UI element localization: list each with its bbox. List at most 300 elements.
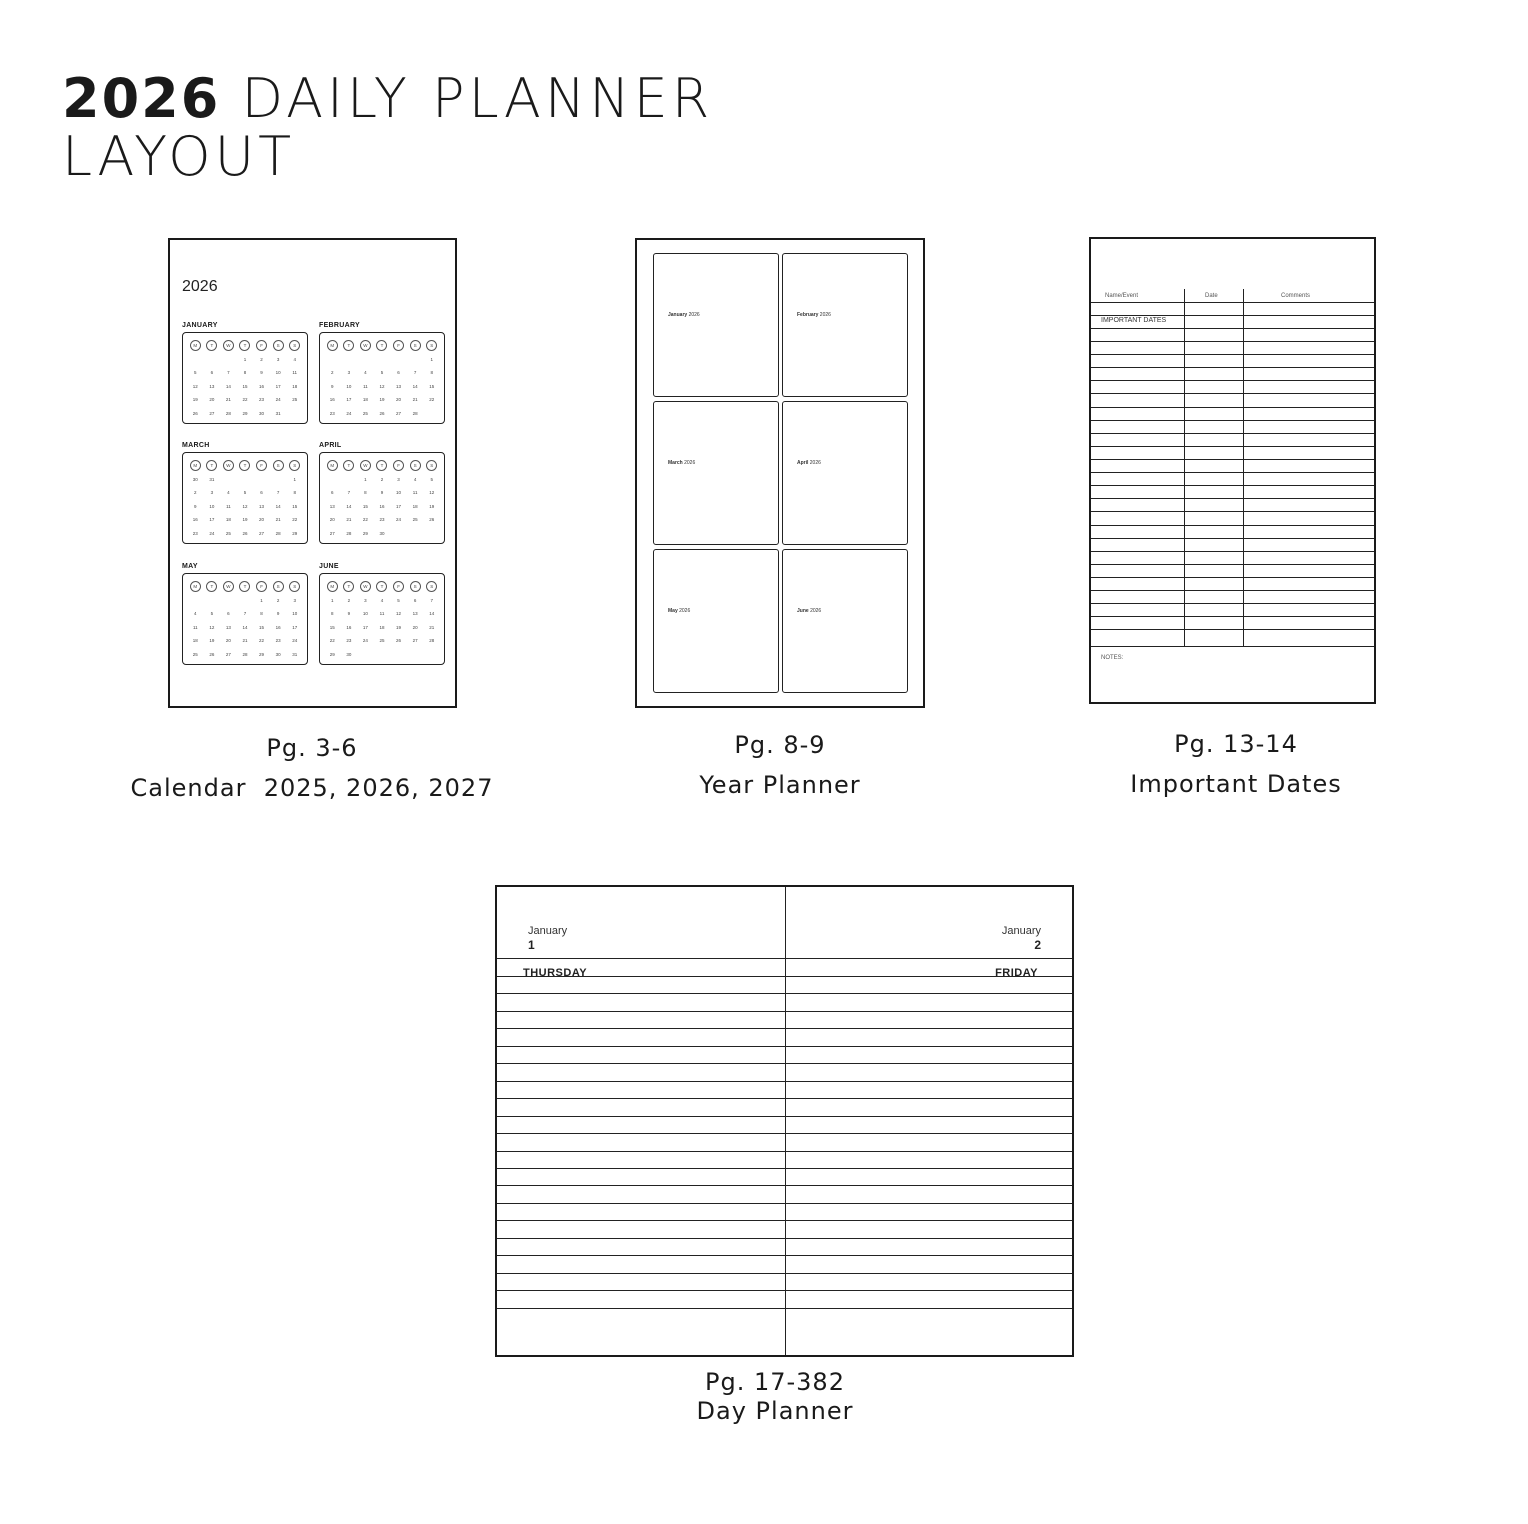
calendar-day: 24 <box>275 397 281 403</box>
calendar-day: 23 <box>329 410 335 416</box>
table-row-line <box>1091 393 1374 394</box>
calendar-day: 7 <box>243 611 247 617</box>
calendar-day: 31 <box>275 410 281 416</box>
calendar-day: 20 <box>329 517 335 523</box>
day-grid <box>187 355 303 418</box>
calendar-caption-pages: Pg. 3-6 <box>266 734 358 762</box>
calendar-day: 29 <box>329 651 335 657</box>
calendar-month-name: JANUARY <box>182 322 218 329</box>
calendar-day: 19 <box>379 397 385 403</box>
calendar-day: 1 <box>331 598 334 603</box>
calendar-day: 15 <box>242 383 248 389</box>
calendar-day: 14 <box>412 383 418 389</box>
weekday-marker: S <box>289 581 300 592</box>
calendar-day: 14 <box>275 503 281 509</box>
day-planner-caption-title: Day Planner <box>696 1397 854 1425</box>
weekday-marker: T <box>206 460 217 471</box>
day-planner-ruled-line <box>497 976 1072 977</box>
calendar-day: 18 <box>292 383 298 389</box>
year-planner-month-label <box>668 608 690 614</box>
weekday-marker: S <box>273 460 284 471</box>
calendar-day: 19 <box>429 503 435 509</box>
column-header-date: Date <box>1205 293 1218 299</box>
calendar-month-name: MAY <box>182 563 198 570</box>
year-planner-page-preview <box>635 238 925 708</box>
calendar-day <box>324 475 341 484</box>
title-year: 2026 <box>62 67 221 130</box>
calendar-day: 24 <box>292 638 298 644</box>
calendar-day: 22 <box>362 517 368 523</box>
table-row-line <box>1091 629 1374 630</box>
calendar-day: 31 <box>209 477 215 482</box>
calendar-day: 16 <box>259 383 265 389</box>
calendar-day: 29 <box>292 530 298 536</box>
right-weekday: FRIDAY <box>995 967 1038 979</box>
weekday-marker: W <box>223 340 234 351</box>
weekday-marker: W <box>360 460 371 471</box>
calendar-day <box>341 355 358 364</box>
calendar-day: 14 <box>242 624 248 630</box>
calendar-day: 8 <box>293 490 296 496</box>
calendar-day: 17 <box>209 517 215 523</box>
calendar-day: 7 <box>413 370 417 376</box>
table-row-line <box>1091 564 1374 565</box>
year-planner-month-name: February <box>797 312 819 318</box>
calendar-day: 13 <box>259 503 265 509</box>
day-grid <box>324 355 440 418</box>
calendar-day <box>187 596 204 605</box>
calendar-day: 22 <box>429 397 435 403</box>
calendar-day: 17 <box>275 383 281 389</box>
calendar-day: 27 <box>396 410 402 416</box>
calendar-caption-title: Calendar 2025, 2026, 2027 <box>130 774 494 802</box>
table-row-line <box>1091 380 1374 381</box>
year-planner-month-box <box>782 253 908 397</box>
weekday-marker: S <box>426 340 437 351</box>
calendar-day: 21 <box>225 397 231 403</box>
calendar-day: 23 <box>379 517 385 523</box>
calendar-day: 11 <box>363 383 368 389</box>
weekday-marker: M <box>327 581 338 592</box>
calendar-day: 27 <box>209 410 215 416</box>
calendar-day: 2 <box>380 477 384 482</box>
calendar-month-grid <box>182 452 308 544</box>
calendar-day: 25 <box>379 638 385 644</box>
year-planner-month-box <box>782 401 908 545</box>
year-planner-month-box <box>653 401 779 545</box>
year-planner-month-box <box>653 549 779 693</box>
calendar-day: 11 <box>292 370 298 376</box>
calendar-day: 18 <box>225 517 231 523</box>
calendar-day: 20 <box>225 638 231 644</box>
calendar-day: 16 <box>379 503 385 509</box>
calendar-day: 15 <box>429 383 435 389</box>
day-planner-ruled-line <box>497 1185 1072 1186</box>
calendar-day: 19 <box>192 397 198 403</box>
calendar-day: 7 <box>227 370 230 376</box>
left-day-month: January <box>528 925 568 937</box>
calendar-day: 16 <box>346 624 352 630</box>
calendar-day: 17 <box>396 503 402 509</box>
calendar-day: 7 <box>276 490 280 496</box>
calendar-day: 18 <box>379 624 385 630</box>
calendar-day: 3 <box>397 477 400 482</box>
title-text: DAILY PLANNER <box>241 67 714 130</box>
year-planner-caption-title: Year Planner <box>699 771 861 799</box>
day-grid <box>324 475 440 538</box>
calendar-day: 1 <box>430 357 433 362</box>
day-planner-ruled-line <box>497 1203 1072 1204</box>
calendar-day: 15 <box>329 624 335 630</box>
calendar-day: 4 <box>227 490 230 496</box>
calendar-day: 9 <box>331 383 334 389</box>
weekday-marker: M <box>327 340 338 351</box>
calendar-day: 8 <box>243 370 247 376</box>
weekday-marker: F <box>393 581 404 592</box>
calendar-day: 3 <box>347 370 351 376</box>
calendar-day: 1 <box>293 477 296 482</box>
calendar-day: 21 <box>429 624 435 630</box>
calendar-day: 24 <box>346 410 352 416</box>
important-dates-caption <box>1076 724 1396 804</box>
weekday-marker: T <box>239 340 250 351</box>
title-line2: LAYOUT <box>62 125 296 188</box>
weekday-marker: M <box>190 460 201 471</box>
table-row-line <box>1091 407 1374 408</box>
day-planner-ruled-line <box>497 1273 1072 1274</box>
calendar-month <box>319 563 445 665</box>
weekday-marker: T <box>239 581 250 592</box>
left-weekday: THURSDAY <box>523 967 588 979</box>
right-day-number: 2 <box>1034 938 1041 952</box>
year-planner-month-name: March <box>668 460 683 466</box>
year-planner-month-label <box>668 460 695 466</box>
calendar-day: 3 <box>210 490 214 496</box>
calendar-day: 17 <box>362 624 368 630</box>
calendar-day: 25 <box>192 651 198 657</box>
table-row-line <box>1091 341 1374 342</box>
weekday-marker: S <box>410 581 421 592</box>
table-row-line <box>1091 511 1374 512</box>
calendar-day: 11 <box>412 490 418 496</box>
calendar-day: 22 <box>242 397 248 403</box>
calendar-day: 23 <box>346 638 352 644</box>
weekday-marker: T <box>376 340 387 351</box>
weekday-marker: S <box>289 460 300 471</box>
calendar-day: 18 <box>362 397 368 403</box>
calendar-day: 21 <box>346 517 352 523</box>
calendar-day <box>187 355 204 364</box>
day-planner-ruled-line <box>497 1290 1072 1291</box>
calendar-day: 10 <box>362 611 368 617</box>
calendar-day: 28 <box>429 638 435 644</box>
calendar-month-name: MARCH <box>182 442 210 449</box>
weekday-marker: T <box>343 581 354 592</box>
calendar-day <box>374 355 391 364</box>
calendar-month <box>182 563 308 665</box>
calendar-day: 6 <box>227 611 230 617</box>
calendar-day <box>253 475 270 484</box>
calendar-day: 2 <box>194 490 197 496</box>
calendar-day: 24 <box>362 638 368 644</box>
calendar-day: 6 <box>260 490 263 496</box>
day-planner-ruled-line <box>497 993 1072 994</box>
weekday-marker: S <box>410 340 421 351</box>
calendar-month-grid <box>182 573 308 665</box>
table-row-line <box>1091 498 1374 499</box>
weekday-row <box>324 340 440 351</box>
calendar-day: 30 <box>275 651 281 657</box>
year-planner-month-name: June <box>797 608 809 614</box>
calendar-month <box>319 442 445 544</box>
calendar-day: 5 <box>430 477 433 482</box>
calendar-day: 1 <box>260 598 263 603</box>
weekday-marker: T <box>206 340 217 351</box>
day-planner-ruled-line <box>497 1063 1072 1064</box>
left-day-number: 1 <box>528 938 535 952</box>
calendar-day <box>270 475 287 484</box>
calendar-day <box>204 596 221 605</box>
calendar-day: 26 <box>209 651 215 657</box>
day-planner-ruled-line <box>497 1046 1072 1047</box>
calendar-day: 22 <box>329 638 335 644</box>
year-planner-caption <box>620 725 940 805</box>
calendar-day: 7 <box>347 490 351 496</box>
table-row-line <box>1091 302 1374 303</box>
weekday-marker: W <box>360 581 371 592</box>
day-planner-ruled-line <box>497 1028 1072 1029</box>
calendar-day: 5 <box>243 490 247 496</box>
calendar-month-grid <box>182 332 308 424</box>
weekday-marker: T <box>239 460 250 471</box>
weekday-marker: S <box>273 340 284 351</box>
calendar-day: 21 <box>275 517 281 523</box>
weekday-marker: F <box>256 460 267 471</box>
year-planner-month-name: May <box>668 608 678 614</box>
weekday-row <box>187 460 303 471</box>
calendar-month-grid <box>319 452 445 544</box>
weekday-row <box>187 581 303 592</box>
calendar-day: 29 <box>242 410 248 416</box>
table-row-line <box>1091 616 1374 617</box>
calendar-day: 5 <box>397 598 400 603</box>
weekday-marker: M <box>327 460 338 471</box>
table-divider-comments <box>1243 289 1244 647</box>
calendar-day: 30 <box>259 410 265 416</box>
calendar-day: 4 <box>194 611 197 617</box>
calendar-day: 15 <box>362 503 368 509</box>
calendar-day: 4 <box>364 370 367 376</box>
calendar-day: 1 <box>364 477 367 482</box>
calendar-day: 20 <box>259 517 265 523</box>
calendar-day: 26 <box>396 638 402 644</box>
calendar-day: 14 <box>225 383 231 389</box>
table-row-line <box>1091 315 1374 316</box>
calendar-day: 4 <box>293 357 296 362</box>
weekday-marker: S <box>426 460 437 471</box>
table-row-line <box>1091 603 1374 604</box>
year-planner-month-box <box>653 253 779 397</box>
day-grid <box>187 596 303 659</box>
table-row-line <box>1091 485 1374 486</box>
calendar-day: 18 <box>412 503 418 509</box>
calendar-day: 10 <box>275 370 281 376</box>
calendar-day: 13 <box>209 383 215 389</box>
calendar-caption <box>110 728 514 808</box>
calendar-day: 3 <box>276 357 280 362</box>
calendar-day: 31 <box>292 651 298 657</box>
calendar-day: 30 <box>346 651 352 657</box>
calendar-day: 23 <box>275 638 281 644</box>
calendar-year: 2026 <box>182 278 218 295</box>
calendar-day: 23 <box>259 397 265 403</box>
table-divider-date <box>1184 289 1185 647</box>
day-planner-header-line <box>497 958 1072 959</box>
weekday-marker: M <box>190 340 201 351</box>
calendar-day: 12 <box>192 383 198 389</box>
year-planner-year: 2026 <box>679 608 691 614</box>
weekday-row <box>324 581 440 592</box>
weekday-marker: S <box>273 581 284 592</box>
day-planner-ruled-line <box>497 1098 1072 1099</box>
calendar-day: 22 <box>259 638 265 644</box>
weekday-marker: T <box>206 581 217 592</box>
calendar-day: 13 <box>225 624 231 630</box>
calendar-day: 25 <box>362 410 368 416</box>
calendar-day: 10 <box>292 611 298 617</box>
calendar-day <box>390 355 407 364</box>
calendar-day <box>237 596 254 605</box>
day-planner-ruled-line <box>497 1255 1072 1256</box>
calendar-day: 24 <box>209 530 215 536</box>
day-planner-ruled-line <box>497 1011 1072 1012</box>
calendar-day: 29 <box>259 651 265 657</box>
calendar-day: 19 <box>396 624 402 630</box>
calendar-month <box>182 442 308 544</box>
calendar-day: 12 <box>429 490 435 496</box>
weekday-marker: W <box>223 581 234 592</box>
calendar-day: 17 <box>346 397 352 403</box>
table-row-line <box>1091 367 1374 368</box>
calendar-day: 2 <box>276 598 280 603</box>
calendar-day: 8 <box>331 611 334 617</box>
calendar-day: 28 <box>242 651 248 657</box>
weekday-marker: F <box>393 460 404 471</box>
calendar-day <box>220 475 237 484</box>
calendar-day <box>237 475 254 484</box>
calendar-day <box>204 355 221 364</box>
day-planner-ruled-line <box>497 1238 1072 1239</box>
calendar-day <box>324 355 341 364</box>
calendar-day: 24 <box>396 517 402 523</box>
table-row-line <box>1091 646 1374 647</box>
calendar-day: 6 <box>331 490 334 496</box>
day-planner-ruled-line <box>497 1116 1072 1117</box>
table-row-line <box>1091 459 1374 460</box>
calendar-day: 14 <box>346 503 352 509</box>
calendar-day: 15 <box>292 503 298 509</box>
weekday-row <box>324 460 440 471</box>
year-planner-year: 2026 <box>684 460 696 466</box>
day-planner-ruled-line <box>497 1168 1072 1169</box>
weekday-marker: T <box>376 460 387 471</box>
calendar-day: 11 <box>379 611 385 617</box>
calendar-day: 25 <box>412 517 418 523</box>
calendar-day: 12 <box>209 624 215 630</box>
calendar-day: 26 <box>379 410 385 416</box>
table-row-line <box>1091 328 1374 329</box>
calendar-day: 16 <box>329 397 335 403</box>
calendar-day: 5 <box>380 370 384 376</box>
calendar-day: 12 <box>379 383 385 389</box>
calendar-day: 8 <box>364 490 367 496</box>
year-planner-month-box <box>782 549 908 693</box>
day-grid <box>324 596 440 659</box>
day-planner-ruled-line <box>497 1220 1072 1221</box>
weekday-marker: S <box>410 460 421 471</box>
calendar-day: 13 <box>396 383 402 389</box>
calendar-day: 28 <box>412 410 418 416</box>
calendar-month-name: FEBRUARY <box>319 322 361 329</box>
day-planner-ruled-line <box>497 1133 1072 1134</box>
table-row-line <box>1091 472 1374 473</box>
year-planner-caption-pages: Pg. 8-9 <box>734 731 826 759</box>
column-header-name: Name/Event <box>1105 293 1139 299</box>
calendar-day: 23 <box>192 530 198 536</box>
calendar-day: 26 <box>192 410 198 416</box>
day-planner-ruled-line <box>497 1081 1072 1082</box>
important-dates-caption-pages: Pg. 13-14 <box>1174 730 1298 758</box>
weekday-marker: W <box>223 460 234 471</box>
weekday-marker: T <box>376 581 387 592</box>
calendar-day: 25 <box>225 530 231 536</box>
weekday-marker: F <box>393 340 404 351</box>
table-row-line <box>1091 420 1374 421</box>
table-row-line <box>1091 525 1374 526</box>
weekday-row <box>187 340 303 351</box>
calendar-day: 26 <box>242 530 248 536</box>
calendar-day: 4 <box>413 477 417 482</box>
calendar-page-preview <box>168 238 457 708</box>
year-planner-year: 2026 <box>688 312 700 318</box>
weekday-marker: M <box>190 581 201 592</box>
important-dates-page-preview <box>1089 237 1376 704</box>
calendar-day <box>341 475 358 484</box>
calendar-day: 20 <box>412 624 418 630</box>
calendar-day: 12 <box>242 503 248 509</box>
notes-label: NOTES: <box>1101 655 1124 661</box>
calendar-day: 27 <box>412 638 418 644</box>
calendar-day: 3 <box>364 598 367 603</box>
calendar-month-name: APRIL <box>319 442 342 449</box>
day-planner-caption <box>615 1368 935 1426</box>
year-planner-year: 2026 <box>810 608 822 614</box>
calendar-day: 6 <box>397 370 400 376</box>
calendar-day: 27 <box>259 530 265 536</box>
calendar-day: 28 <box>225 410 231 416</box>
calendar-day <box>220 596 237 605</box>
calendar-day <box>357 355 374 364</box>
table-row-line <box>1091 538 1374 539</box>
calendar-day: 20 <box>396 397 402 403</box>
year-planner-month-name: January <box>668 312 688 318</box>
calendar-day: 27 <box>225 651 231 657</box>
year-planner-month-label <box>668 312 700 318</box>
calendar-day: 4 <box>380 598 384 603</box>
important-dates-label: IMPORTANT DATES <box>1101 317 1167 324</box>
table-row-line <box>1091 446 1374 447</box>
calendar-month <box>182 322 308 424</box>
